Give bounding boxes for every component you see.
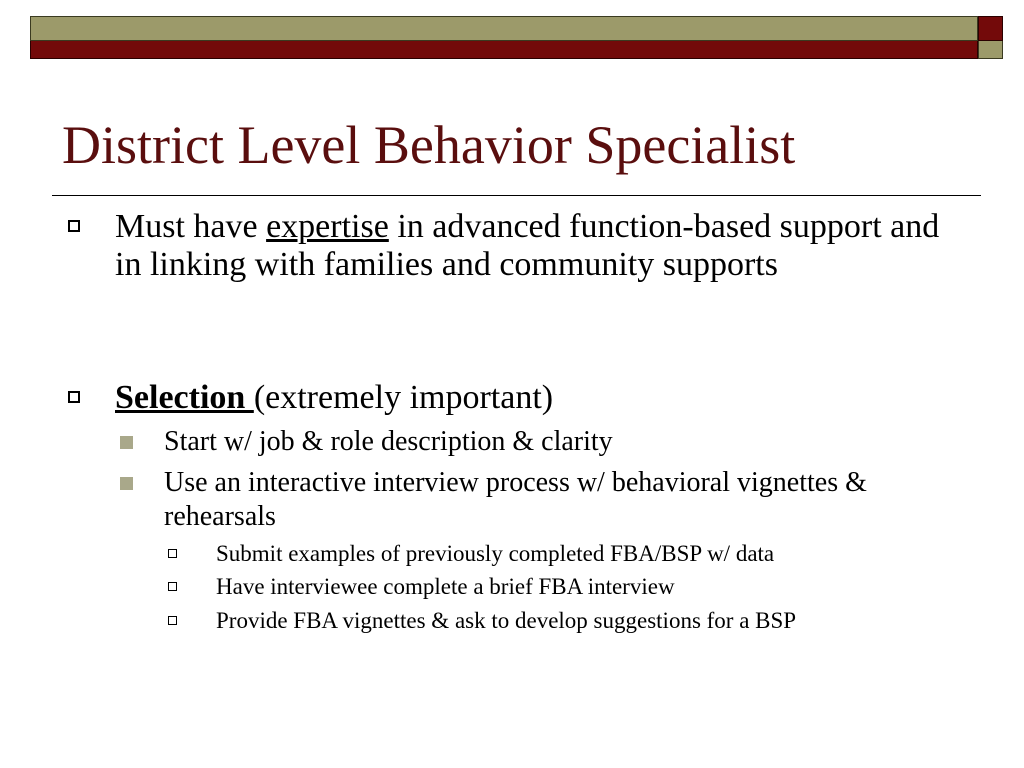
subsub-bullet-text: Have interviewee complete a brief FBA interview	[216, 574, 675, 599]
bullet-expertise-emphasis: expertise	[266, 208, 389, 245]
bullet-expertise-prefix: Must have	[115, 208, 267, 245]
filled-square-bullet-icon	[120, 477, 133, 490]
hollow-square-bullet-icon	[68, 391, 80, 403]
bullet-expertise-suffix: in advanced function-based support and in linking with families and community supports	[115, 208, 940, 283]
subsub-bullet-submit-examples	[216, 537, 996, 570]
header-bar-maroon	[30, 41, 978, 59]
subsub-bullet-text: Submit examples of previously completed FBA/BSP w/ data	[216, 541, 775, 566]
sub-bullet-job-description	[164, 425, 944, 459]
hollow-square-bullet-icon	[168, 582, 177, 591]
filled-square-bullet-icon	[120, 436, 133, 449]
sub-bullet-interview-process	[164, 466, 944, 534]
title-divider	[52, 195, 981, 196]
bullet-selection-emphasis: Selection	[115, 379, 254, 416]
header-bar-olive	[30, 16, 978, 41]
hollow-square-bullet-icon	[168, 549, 177, 558]
header-square-olive	[978, 41, 1003, 59]
sub-bullet-text: Use an interactive interview process w/ behavioral vignettes & rehearsals	[164, 467, 867, 532]
bullet-selection-suffix: (extremely important)	[253, 379, 554, 416]
hollow-square-bullet-icon	[168, 616, 177, 625]
hollow-square-bullet-icon	[68, 220, 80, 232]
bullet-selection	[115, 379, 965, 417]
subsub-bullet-vignettes	[216, 604, 996, 637]
bullet-expertise	[115, 208, 965, 284]
header-square-maroon	[978, 16, 1003, 41]
subsub-bullet-text: Provide FBA vignettes & ask to develop suggestions for a BSP	[216, 608, 797, 633]
subsub-bullet-brief-interview	[216, 570, 996, 603]
sub-bullet-text: Start w/ job & role description & clarity	[164, 426, 613, 457]
slide-title: District Level Behavior Specialist	[62, 115, 796, 175]
